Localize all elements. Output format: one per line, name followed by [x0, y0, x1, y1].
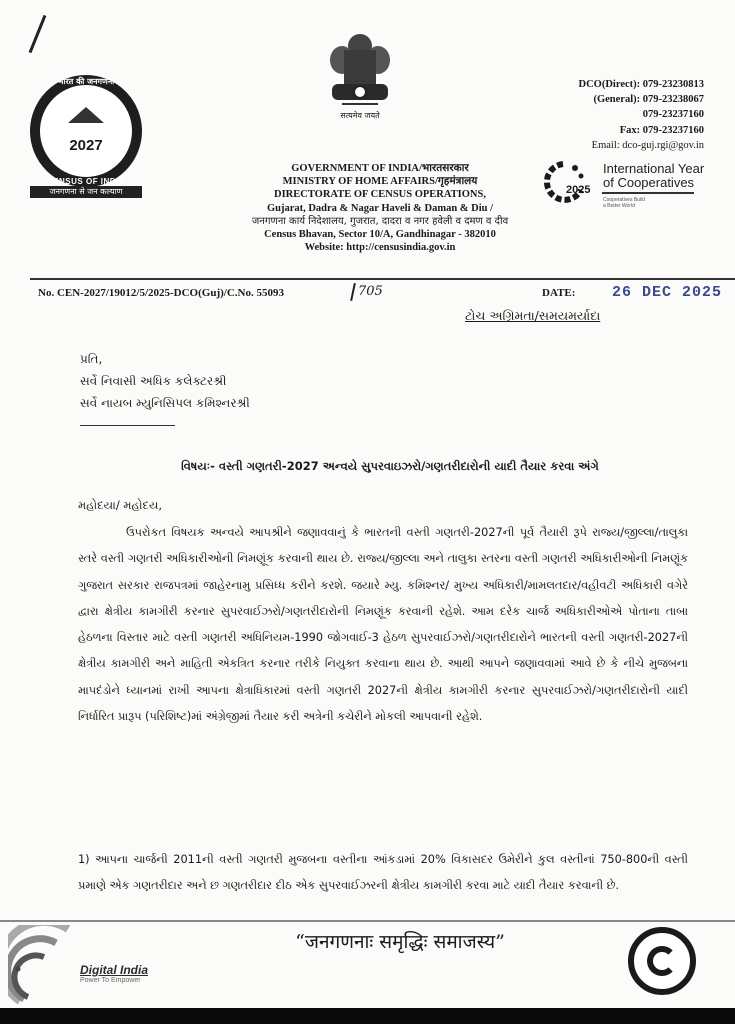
- reference-separator: [350, 283, 356, 301]
- census-logo-hindi-text: भारत की जनगणना: [57, 77, 115, 86]
- footer-motto: “जनगणनाः समृद्धिः समाजस्य”: [295, 931, 505, 953]
- salutation: મહોદયા/ મહોદય,: [78, 498, 163, 512]
- cooperatives-subtitle: [603, 197, 645, 209]
- census-logo-english-text: CENSUS OF INDIA: [46, 177, 126, 186]
- contact-general-2: 079-23237160: [642, 109, 704, 121]
- bottom-bar: [0, 1008, 735, 1024]
- cooperatives-title: [603, 162, 704, 190]
- contact-block: [520, 77, 704, 153]
- organization-header: [230, 162, 530, 254]
- registrar-general-emblem-icon: [647, 946, 677, 976]
- digital-india-title: Digital India: [80, 963, 149, 977]
- reference-number: No. CEN-2027/19012/5/2025-DCO(Guj)/C.No. 55093: [38, 287, 284, 299]
- body-paragraph: ઉપરોકત વિષયક અન્વયે આપશ્રીને જણાવવાનું કે ભારતની વસ્તી ગણતરી-2027ની પૂર્વ તૈયારી રૂપે રાજ્ય/જીલ્લા/તાલુકા સ્તરે વસ્તી ગણતરી અધિકારીઓની નિમણૂંક કરવાની થાય છે. રાજ્ય/જીલ્લા અને તાલુકા સ્તરના વસ્તી ગણતરી અધિકારીઓની નિમણૂંક ગુજરાત સરકાર રાજપત્રમાં જાહેરનામુ પ્રસિધ્ધ કરીને કરશે. જયારે મ્યુ. કમિશ્નર/ મુખ્ય અધિકારી/મામલતદાર/વહીવટી અધિકારી વગેરે દ્વારા ક્ષેત્રીય કામગીરી કરનાર સુપરવાઈઝરો/ગણતરીદારોની નિમણૂંક કરવાની રહેશે. આમ દરેક ચાર્જ અધિકારીઓએ પોતાના તાબા હેઠળના વિસ્તાર માટે વસ્તી ગણતરી અધિનિયમ-1990 જોગવાઈ-3 હેઠળ સુપરવાઈઝરો/ગણતરીદારોને ભારતની વસ્તી ગણતરી-2027ની ક્ષેત્રીય કામગીરી અને માહિતી એકત્રિત કરનાર તરીકે નિયુક્ત કરવાના થાય છે. આથી આપને જણાવવામાં આવે છે કે નીચે મુજબના માપદંડોને ધ્યાનમાં રાખી આપના ક્ષેત્રાધિકારમાં વસ્તી ગણતરી 2027ની ક્ષેત્રીય કામગીરી કરનાર સુપરવાઈઝરો/ગણતરીદારોની યાદી નિર્ધારિત પ્રારૂપ (પરિશિષ્ટ)માં અંગ્રેજીમાં તૈયાર કરી અત્રેની કચેરીને મોકલી આપવાની રહેશે.: [78, 526, 688, 724]
- national-emblem-icon: [322, 28, 398, 110]
- org-line-ministry: MINISTRY OF HOME AFFAIRS/गृहमंत्रालय: [282, 176, 478, 188]
- registrar-general-logo: [628, 927, 696, 995]
- org-line-government: GOVERNMENT OF INDIA/भारतसरकार: [291, 163, 469, 174]
- contact-dco-direct: DCO(Direct): 079-23230813: [578, 79, 704, 90]
- digital-india-subtitle: Power To Empower: [80, 977, 141, 984]
- date-label: DATE:: [542, 287, 576, 299]
- recipient-line-1: સર્વે નિવાસી અધિક કલેક્ટરશ્રી: [80, 374, 227, 388]
- cooperatives-year: 2025: [566, 184, 591, 196]
- recipient-prefix: પ્રતિ,: [80, 352, 103, 366]
- org-line-region: Gujarat, Dadra & Nagar Haveli & Daman & Diu /: [266, 202, 494, 214]
- registrar-general-ring-text: [634, 933, 635, 934]
- census-tagline: जनगणना से जन कल्याण: [30, 186, 142, 198]
- date-stamp: 26 DEC 2025: [612, 284, 723, 301]
- pen-mark: [29, 15, 47, 53]
- header-divider: [30, 278, 735, 280]
- census-logo-year: 2027: [69, 137, 103, 154]
- contact-general: (General): 079-23238067: [593, 94, 704, 106]
- cooperatives-subtitle-line2: a Better World: [603, 203, 635, 209]
- contact-fax: Fax: 079-23237160: [619, 124, 704, 136]
- cooperatives-logo-icon: [541, 160, 585, 204]
- subject-line: વિષયઃ- વસ્તી ગણતરી-2027 અન્વયે સુપરવાઇઝરો/ગણતરીદારોની યાદી તૈયાર કરવા અંગે: [181, 459, 599, 473]
- footer-divider: [0, 920, 735, 922]
- recipient-underline: [80, 425, 175, 426]
- house-icon: [68, 107, 104, 123]
- instruction-point-1: 1) આપના ચાર્જની 2011ની વસ્તી ગણતરી મુજબના વસ્તીના આંકડામાં 20% વિકાસદર ઉમેરીને કુલ વસ્તીનાં 750-800ની વસ્તી પ્રમાણે એક ગણતરીદાર અને છ ગણતરીદાર દીઠ એક સુપરવાઈઝરની ક્ષેત્રીય કામગીરી કરવા માટે યાદી તૈયાર કરવાની છે.: [78, 853, 688, 892]
- org-line-address: Census Bhavan, Sector 10/A, Gandhinagar - 382010: [264, 229, 496, 241]
- cooperatives-title-line2: of Cooperatives: [603, 175, 695, 190]
- reference-handwritten-number: 705: [358, 284, 383, 299]
- contact-email: Email: dco-guj.rgi@gov.in: [591, 139, 704, 151]
- digital-india-logo-icon: [8, 925, 78, 1005]
- cooperatives-subtitle-line1: Cooperatives Build: [603, 197, 645, 203]
- recipient-block: [80, 348, 250, 414]
- priority-label: ટોચ અગ્રિમતા/સમયમર્યાદા: [465, 308, 601, 323]
- cooperatives-title-line1: International Year: [603, 161, 705, 176]
- org-line-directorate: DIRECTORATE OF CENSUS OPERATIONS,: [274, 189, 486, 201]
- emblem-motto: सत्यमेव जयते: [340, 111, 380, 120]
- census-2027-logo: [30, 75, 142, 187]
- org-line-region-hindi: जनगणना कार्य निदेशालय, गुजरात, दादरा व नगर हवेली व दमण व दीव: [251, 215, 509, 227]
- org-line-website: Website: http://censusindia.gov.in: [304, 242, 456, 254]
- cooperatives-divider: [602, 192, 694, 194]
- recipient-line-2: સર્વે નાયબ મ્યુનિસિપલ કમિશ્નરશ્રી: [80, 396, 250, 410]
